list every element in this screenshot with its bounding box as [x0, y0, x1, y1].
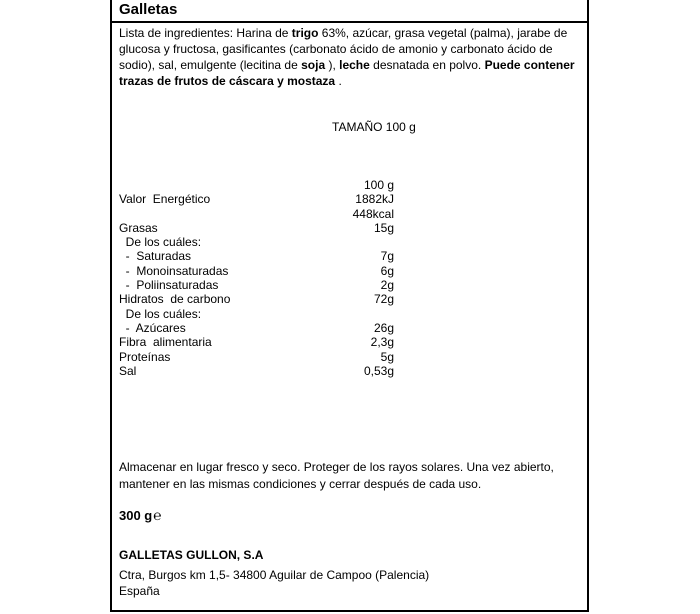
- net-weight: [119, 507, 162, 523]
- nutrition-value: 72g: [373, 292, 394, 307]
- nutrition-row: [119, 364, 419, 378]
- ingredients-text-1: Lista de ingredientes: Harina de: [119, 26, 292, 40]
- ingredients-text-2: 63%, azúcar, grasa vegetal (palma), jarabe de glucosa y fructosa, gasificantes (carbonato ácido de amonio y carbonato ácido de sodio), sal, emulgente (lecitina de: [119, 26, 568, 72]
- storage-instructions: Almacenar en lugar fresco y seco. Proteger de los rayos solares. Una vez abierto, mantener en las mismas condiciones y cerrar después de cada uso.: [119, 460, 554, 491]
- nutrition-value: 7g: [380, 249, 394, 264]
- nutrition-value: 15g: [373, 220, 394, 235]
- nutrition-header-row: [119, 178, 419, 192]
- nutrition-label: Valor Energético: [119, 192, 211, 207]
- nutrition-row: [119, 292, 419, 306]
- allergen-soja: soja: [301, 58, 326, 72]
- nutrition-row: [119, 350, 419, 364]
- nutrition-row: [119, 278, 419, 292]
- nutrition-value: 26g: [373, 320, 394, 335]
- estimated-sign-icon: ℮: [153, 507, 162, 523]
- nutrition-row: [119, 235, 419, 249]
- net-weight-value: 300 g: [119, 508, 153, 523]
- nutrition-label: Fibra alimentaria: [119, 335, 212, 350]
- ingredients-list: [119, 25, 579, 89]
- nutrition-row: [119, 207, 419, 221]
- ingredients-text-4: desnatada en polvo.: [369, 58, 485, 72]
- allergen-leche: leche: [339, 58, 370, 72]
- serving-size-label: TAMAÑO 100 g: [332, 120, 416, 134]
- nutrition-value: 5g: [380, 349, 394, 364]
- nutrition-row: [119, 221, 419, 235]
- nutrition-label: - Azúcares: [119, 320, 186, 335]
- company-address: [119, 567, 429, 599]
- nutrition-value: 2g: [380, 278, 394, 293]
- nutrition-value: 448kcal: [352, 206, 394, 221]
- nutrition-value: 6g: [380, 263, 394, 278]
- nutrition-label: - Saturadas: [119, 249, 192, 264]
- nutrition-label: Proteínas: [119, 349, 171, 364]
- nutrition-row: [119, 264, 419, 278]
- nutrition-value: 1882kJ: [355, 192, 394, 207]
- company-name: GALLETAS GULLON, S.A: [119, 548, 264, 562]
- nutrition-column-header: 100 g: [363, 178, 394, 192]
- nutrition-label: - Poliinsaturadas: [119, 278, 219, 293]
- nutrition-row: [119, 192, 419, 206]
- allergen-trigo: trigo: [291, 26, 319, 40]
- nutrition-row: [119, 335, 419, 349]
- nutrition-label: De los cuáles:: [119, 235, 202, 250]
- nutrition-row: [119, 321, 419, 335]
- address-line-2: España: [119, 584, 160, 598]
- nutrition-row: [119, 249, 419, 263]
- title-divider: [112, 21, 587, 23]
- allergen-traces-warning: Puede contener trazas de frutos de cáscara y mostaza: [119, 58, 575, 88]
- nutrition-row: [119, 307, 419, 321]
- nutrition-value: 2,3g: [370, 335, 394, 350]
- address-line-1: Ctra, Burgos km 1,5- 34800 Aguilar de Campoo (Palencia): [119, 568, 430, 582]
- nutrition-label: Sal: [119, 363, 137, 378]
- nutrition-label: Hidratos de carbono: [119, 292, 231, 307]
- nutrition-label: Grasas: [119, 220, 158, 235]
- nutrition-table: [119, 178, 419, 378]
- nutrition-label: - Monoinsaturadas: [119, 263, 229, 278]
- product-title: Galletas: [119, 1, 178, 18]
- nutrition-value: 0,53g: [363, 363, 394, 378]
- ingredients-text-5: .: [335, 74, 342, 88]
- ingredients-text-3: ),: [325, 58, 340, 72]
- nutrition-label: De los cuáles:: [119, 306, 202, 321]
